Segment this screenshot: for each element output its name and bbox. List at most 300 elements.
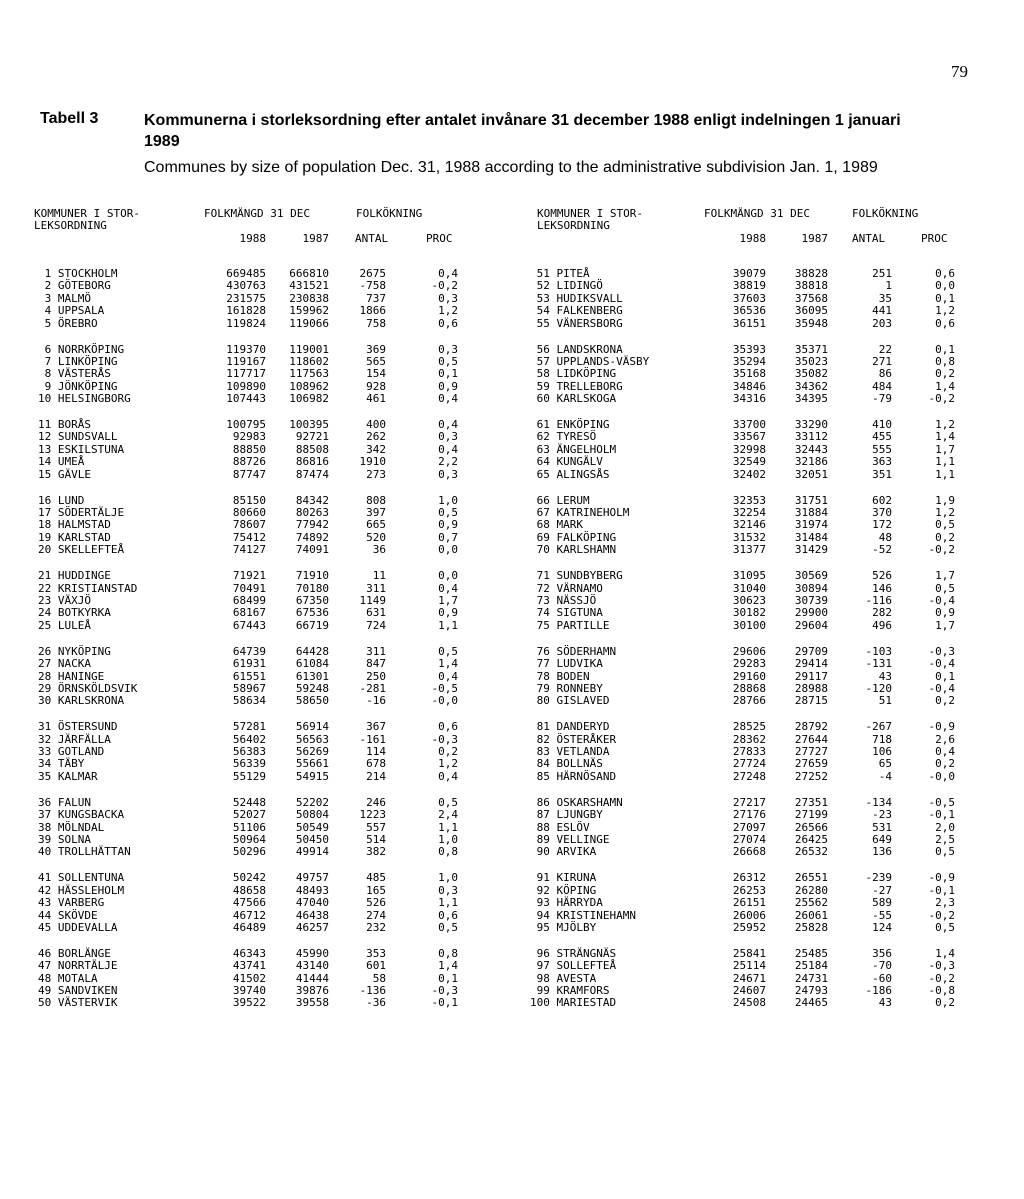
pop-1988: 92983	[232, 430, 266, 444]
increase-count: -131	[865, 657, 892, 671]
pop-1987: 61301	[295, 669, 329, 683]
increase-count: 311	[366, 644, 386, 658]
pop-1987: 43140	[295, 959, 329, 973]
increase-count: 724	[366, 618, 386, 632]
pop-1987: 48493	[295, 883, 329, 897]
increase-count: 737	[366, 291, 386, 305]
pop-1988: 85150	[232, 493, 266, 507]
commune-name: 37 KUNGSBACKA	[38, 808, 125, 822]
pop-1988: 74127	[232, 543, 266, 557]
commune-name: 69 FALKÖPING	[530, 530, 617, 544]
increase-count: 43	[878, 669, 892, 683]
commune-name: 41 SOLLENTUNA	[38, 871, 125, 885]
increase-percent: 0,5	[935, 581, 955, 595]
pop-1987: 26566	[794, 820, 828, 834]
row-group	[412, 570, 458, 632]
commune-name: 77 LUDVIKA	[530, 657, 603, 671]
header-kommuner-left: KOMMUNER I STOR- LEKSORDNING	[34, 207, 140, 233]
pop-1988: 38819	[732, 279, 766, 293]
increase-count: 520	[366, 530, 386, 544]
pop-1987: 30739	[794, 593, 828, 607]
pop-1988: 57281	[232, 720, 266, 734]
increase-count: 484	[872, 379, 892, 393]
increase-count: 441	[872, 304, 892, 318]
row-group	[714, 948, 766, 1010]
increase-count: -4	[878, 769, 892, 783]
pop-1987: 24731	[794, 971, 828, 985]
pop-1987: 117563	[289, 367, 329, 381]
row-group	[714, 872, 766, 934]
pop-1988: 119824	[226, 316, 266, 330]
increase-percent: -0,5	[928, 795, 955, 809]
increase-percent: 1,7	[935, 442, 955, 456]
row-group	[340, 948, 386, 1010]
pop-1988: 32353	[732, 493, 766, 507]
pop-1988: 27176	[732, 808, 766, 822]
row-group	[714, 570, 766, 632]
commune-name: 80 GISLAVED	[530, 694, 610, 708]
row-group	[38, 495, 188, 557]
increase-count: -52	[872, 543, 892, 557]
table-title-english: Communes by size of population Dec. 31, 1988 according to the administrative subdivision Jan. 1, 1989	[144, 159, 878, 176]
increase-percent: 0,3	[438, 883, 458, 897]
pop-1988: 109890	[226, 379, 266, 393]
commune-name: 36 FALUN	[38, 795, 91, 809]
pop-1988: 27248	[732, 769, 766, 783]
commune-name: 40 TROLLHÄTTAN	[38, 845, 131, 859]
row-group	[530, 721, 690, 783]
pop-1987: 46257	[295, 920, 329, 934]
pop-1987: 159962	[289, 304, 329, 318]
row-group	[714, 419, 766, 481]
pop-1987: 59248	[295, 681, 329, 695]
increase-count: 602	[872, 493, 892, 507]
row-group	[38, 268, 188, 330]
pop-1987: 25828	[794, 920, 828, 934]
increase-count: 758	[366, 316, 386, 330]
pop-1988: 87747	[232, 467, 266, 481]
commune-name: 99 KRAMFORS	[530, 984, 610, 998]
pop-1987: 47040	[295, 896, 329, 910]
increase-count: 106	[872, 745, 892, 759]
pop-1988: 26312	[732, 871, 766, 885]
increase-percent: -0,1	[431, 996, 458, 1010]
row-group	[776, 344, 828, 406]
increase-percent: 1,4	[935, 430, 955, 444]
increase-count: 526	[366, 896, 386, 910]
pop-1988: 27217	[732, 795, 766, 809]
pop-1988: 26151	[732, 896, 766, 910]
row-group	[412, 646, 458, 708]
commune-name: 70 KARLSHAMN	[530, 543, 617, 557]
pop-1988: 46489	[232, 920, 266, 934]
pop-1987: 35023	[794, 354, 828, 368]
increase-count: 48	[878, 530, 892, 544]
pop-1987: 31751	[794, 493, 828, 507]
increase-count: 1910	[359, 455, 386, 469]
increase-count: -267	[865, 720, 892, 734]
pop-1988: 31377	[732, 543, 766, 557]
increase-count: -23	[872, 808, 892, 822]
increase-count: 124	[872, 920, 892, 934]
commune-name: 91 KIRUNA	[530, 871, 597, 885]
pop-1988: 37603	[732, 291, 766, 305]
row-group	[38, 948, 188, 1010]
increase-percent: -0,1	[928, 808, 955, 822]
increase-percent: 0,1	[438, 971, 458, 985]
pop-1987: 31974	[794, 518, 828, 532]
row-group	[277, 797, 329, 859]
pop-1988: 58967	[232, 681, 266, 695]
pop-1987: 52202	[295, 795, 329, 809]
pop-1987: 35371	[794, 342, 828, 356]
pop-1988: 27097	[732, 820, 766, 834]
commune-name: 83 VETLANDA	[530, 745, 610, 759]
pop-1987: 38828	[794, 267, 828, 280]
pop-1988: 52027	[232, 808, 266, 822]
pop-1987: 50804	[295, 808, 329, 822]
increase-count: 369	[366, 342, 386, 356]
increase-percent: 0,9	[438, 518, 458, 532]
increase-percent: 0,1	[935, 342, 955, 356]
commune-name: 50 VÄSTERVIK	[38, 996, 118, 1010]
pop-1987: 74892	[295, 530, 329, 544]
right-antal-column	[846, 268, 892, 1023]
pop-1988: 58634	[232, 694, 266, 708]
pop-1988: 33700	[732, 418, 766, 432]
increase-percent: 0,3	[438, 291, 458, 305]
commune-name: 63 ÄNGELHOLM	[530, 442, 617, 456]
commune-name: 5 ÖREBRO	[38, 316, 98, 330]
commune-name: 58 LIDKÖPING	[530, 367, 617, 381]
header-antal-right: ANTAL	[852, 232, 886, 245]
pop-1987: 26061	[794, 908, 828, 922]
increase-count: 154	[366, 367, 386, 381]
pop-1987: 26280	[794, 883, 828, 897]
row-group	[909, 570, 955, 632]
row-group	[909, 872, 955, 934]
commune-name: 79 RONNEBY	[530, 681, 603, 695]
increase-count: 718	[872, 732, 892, 746]
pop-1987: 27351	[794, 795, 828, 809]
increase-count: 1866	[359, 304, 386, 318]
increase-count: 271	[872, 354, 892, 368]
row-group	[340, 797, 386, 859]
pop-1987: 41444	[295, 971, 329, 985]
row-group	[412, 797, 458, 859]
right-1988-column	[714, 268, 766, 1023]
header-1987-left: 1987	[302, 232, 329, 245]
pop-1987: 31884	[794, 506, 828, 520]
increase-count: 601	[366, 959, 386, 973]
increase-percent: 1,9	[935, 493, 955, 507]
commune-name: 35 KALMAR	[38, 769, 98, 783]
pop-1987: 33112	[794, 430, 828, 444]
pop-1987: 50549	[295, 820, 329, 834]
pop-1988: 117717	[226, 367, 266, 381]
right-proc-column	[909, 268, 955, 1023]
pop-1988: 28868	[732, 681, 766, 695]
commune-name: 16 LUND	[38, 493, 85, 507]
commune-name: 13 ESKILSTUNA	[38, 442, 125, 456]
pop-1987: 26532	[794, 845, 828, 859]
row-group	[530, 268, 690, 330]
row-group	[846, 344, 892, 406]
increase-count: 282	[872, 606, 892, 620]
row-group	[909, 797, 955, 859]
pop-1988: 50296	[232, 845, 266, 859]
pop-1987: 34362	[794, 379, 828, 393]
increase-percent: 2,3	[935, 896, 955, 910]
increase-percent: 1,2	[438, 304, 458, 318]
pop-1988: 24607	[732, 984, 766, 998]
increase-count: 382	[366, 845, 386, 859]
increase-count: 678	[366, 757, 386, 771]
increase-count: 557	[366, 820, 386, 834]
pop-1987: 32443	[794, 442, 828, 456]
increase-percent: 0,0	[438, 569, 458, 583]
row-group	[412, 948, 458, 1010]
pop-1988: 78607	[232, 518, 266, 532]
increase-percent: 1,2	[935, 418, 955, 432]
increase-percent: 0,2	[935, 757, 955, 771]
commune-name: 26 NYKÖPING	[38, 644, 111, 658]
commune-name: 98 AVESTA	[530, 971, 597, 985]
row-group	[214, 268, 266, 330]
pop-1987: 50450	[295, 833, 329, 846]
increase-count: 1	[885, 279, 892, 293]
increase-percent: -0,4	[928, 657, 955, 671]
pop-1987: 56563	[295, 732, 329, 746]
header-kommuner-right: KOMMUNER I STOR- LEKSORDNING	[537, 207, 643, 233]
row-group	[714, 721, 766, 783]
commune-name: 95 MJÖLBY	[530, 920, 597, 934]
increase-count: -55	[872, 908, 892, 922]
pop-1988: 27074	[732, 833, 766, 846]
commune-name: 32 JÄRFÄLLA	[38, 732, 111, 746]
pop-1988: 28525	[732, 720, 766, 734]
increase-count: 250	[366, 669, 386, 683]
pop-1988: 32402	[732, 467, 766, 481]
pop-1987: 31484	[794, 530, 828, 544]
row-group	[214, 721, 266, 783]
commune-name: 74 SIGTUNA	[530, 606, 603, 620]
increase-percent: 0,8	[438, 845, 458, 859]
commune-name: 47 NORRTÄLJE	[38, 959, 118, 973]
pop-1988: 67443	[232, 618, 266, 632]
commune-name: 42 HÄSSLEHOLM	[38, 883, 125, 897]
commune-name: 86 OSKARSHAMN	[530, 795, 623, 809]
increase-count: 146	[872, 581, 892, 595]
commune-name: 38 MÖLNDAL	[38, 820, 105, 834]
pop-1988: 33567	[732, 430, 766, 444]
pop-1987: 74091	[295, 543, 329, 557]
commune-name: 1 STOCKHOLM	[38, 267, 118, 280]
commune-name: 66 LERUM	[530, 493, 590, 507]
commune-name: 33 GOTLAND	[38, 745, 105, 759]
pop-1988: 27833	[732, 745, 766, 759]
pop-1987: 70180	[295, 581, 329, 595]
pop-1988: 61551	[232, 669, 266, 683]
row-group	[214, 797, 266, 859]
pop-1988: 100795	[226, 418, 266, 432]
right-name-column	[530, 268, 690, 1023]
commune-name: 49 SANDVIKEN	[38, 984, 118, 998]
header-folkmangd-right: FOLKMÄNGD 31 DEC	[704, 207, 810, 220]
row-group	[909, 721, 955, 783]
pop-1987: 118602	[289, 354, 329, 368]
increase-count: 555	[872, 442, 892, 456]
pop-1987: 29709	[794, 644, 828, 658]
pop-1988: 56402	[232, 732, 266, 746]
increase-percent: 0,3	[438, 430, 458, 444]
increase-percent: 0,4	[935, 745, 955, 759]
increase-percent: 0,9	[438, 379, 458, 393]
commune-name: 39 SOLNA	[38, 833, 91, 846]
pop-1988: 48658	[232, 883, 266, 897]
row-group	[214, 570, 266, 632]
row-group	[38, 872, 188, 934]
commune-name: 61 ENKÖPING	[530, 418, 610, 432]
increase-count: 203	[872, 316, 892, 330]
pop-1988: 430763	[226, 279, 266, 293]
pop-1988: 26006	[732, 908, 766, 922]
increase-count: -120	[865, 681, 892, 695]
pop-1988: 34846	[732, 379, 766, 393]
pop-1988: 32998	[732, 442, 766, 456]
row-group	[277, 570, 329, 632]
increase-count: -16	[366, 694, 386, 708]
row-group	[530, 570, 690, 632]
pop-1988: 41502	[232, 971, 266, 985]
commune-name: 96 STRÄNGNÄS	[530, 946, 617, 960]
increase-count: -103	[865, 644, 892, 658]
pop-1987: 88508	[295, 442, 329, 456]
row-group	[412, 268, 458, 330]
increase-percent: -0,5	[431, 681, 458, 695]
increase-percent: 0,0	[935, 279, 955, 293]
increase-percent: -0,2	[928, 908, 955, 922]
table-title-swedish: Kommunerna i storleksordning efter antalet invånare 31 december 1988 enligt indelningen 1 januari 1989	[144, 112, 901, 150]
commune-name: 82 ÖSTERÅKER	[530, 732, 617, 746]
increase-percent: 1,4	[935, 946, 955, 960]
increase-percent: 0,6	[438, 316, 458, 330]
commune-name: 34 TÄBY	[38, 757, 85, 771]
commune-name: 43 VARBERG	[38, 896, 105, 910]
increase-percent: 2,2	[438, 455, 458, 469]
commune-name: 27 NACKA	[38, 657, 91, 671]
increase-count: 35	[878, 291, 892, 305]
pop-1988: 61931	[232, 657, 266, 671]
increase-percent: 2,0	[935, 820, 955, 834]
pop-1988: 39522	[232, 996, 266, 1010]
increase-percent: 0,5	[935, 920, 955, 934]
increase-percent: 0,0	[438, 543, 458, 557]
increase-count: 136	[872, 845, 892, 859]
row-group	[38, 646, 188, 708]
pop-1987: 119066	[289, 316, 329, 330]
pop-1988: 24671	[732, 971, 766, 985]
commune-name: 65 ALINGSÅS	[530, 467, 610, 481]
commune-name: 20 SKELLEFTEÅ	[38, 543, 125, 557]
pop-1988: 31532	[732, 530, 766, 544]
header-folkmangd-left: FOLKMÄNGD 31 DEC	[204, 207, 310, 220]
pop-1987: 431521	[289, 279, 329, 293]
row-group	[340, 570, 386, 632]
pop-1987: 27727	[794, 745, 828, 759]
increase-percent: -0,1	[928, 883, 955, 897]
header-1988-right: 1988	[739, 232, 766, 245]
increase-percent: 0,2	[935, 694, 955, 708]
pop-1987: 666810	[289, 267, 329, 280]
pop-1987: 27644	[794, 732, 828, 746]
row-group	[909, 948, 955, 1010]
pop-1987: 87474	[295, 467, 329, 481]
increase-percent: 0,7	[438, 530, 458, 544]
pop-1988: 68167	[232, 606, 266, 620]
row-group	[714, 797, 766, 859]
commune-name: 18 HALMSTAD	[38, 518, 111, 532]
pop-1987: 100395	[289, 418, 329, 432]
row-group	[214, 344, 266, 406]
commune-name: 4 UPPSALA	[38, 304, 105, 318]
row-group	[714, 646, 766, 708]
increase-percent: -0,4	[928, 681, 955, 695]
increase-percent: 0,5	[438, 920, 458, 934]
commune-name: 93 HÄRRYDA	[530, 896, 603, 910]
pop-1988: 71921	[232, 569, 266, 583]
pop-1987: 66719	[295, 618, 329, 632]
pop-1988: 35294	[732, 354, 766, 368]
commune-name: 54 FALKENBERG	[530, 304, 623, 318]
pop-1987: 39876	[295, 984, 329, 998]
increase-count: 565	[366, 354, 386, 368]
row-group	[340, 268, 386, 330]
pop-1987: 25184	[794, 959, 828, 973]
header-folkokning-left: FOLKÖKNING	[356, 207, 423, 220]
row-group	[340, 872, 386, 934]
increase-count: 631	[366, 606, 386, 620]
increase-count: -134	[865, 795, 892, 809]
increase-count: 214	[366, 769, 386, 783]
pop-1987: 58650	[295, 694, 329, 708]
pop-1987: 28792	[794, 720, 828, 734]
pop-1988: 29160	[732, 669, 766, 683]
increase-count: 1149	[359, 593, 386, 607]
increase-percent: 0,8	[935, 354, 955, 368]
increase-count: 165	[366, 883, 386, 897]
pop-1987: 36095	[794, 304, 828, 318]
row-group	[530, 646, 690, 708]
increase-count: 455	[872, 430, 892, 444]
commune-name: 19 KARLSTAD	[38, 530, 111, 544]
commune-name: 15 GÄVLE	[38, 467, 91, 481]
increase-percent: 0,4	[438, 669, 458, 683]
pop-1988: 27724	[732, 757, 766, 771]
pop-1987: 26551	[794, 871, 828, 885]
increase-count: 356	[872, 946, 892, 960]
header-proc-right: PROC	[921, 232, 948, 245]
increase-count: 400	[366, 418, 386, 432]
increase-percent: -0,2	[928, 392, 955, 406]
row-group	[776, 646, 828, 708]
increase-percent: 1,0	[438, 493, 458, 507]
pop-1988: 55129	[232, 769, 266, 783]
pop-1988: 35168	[732, 367, 766, 381]
increase-percent: -0,3	[928, 644, 955, 658]
commune-name: 81 DANDERYD	[530, 720, 610, 734]
commune-name: 78 BODEN	[530, 669, 590, 683]
